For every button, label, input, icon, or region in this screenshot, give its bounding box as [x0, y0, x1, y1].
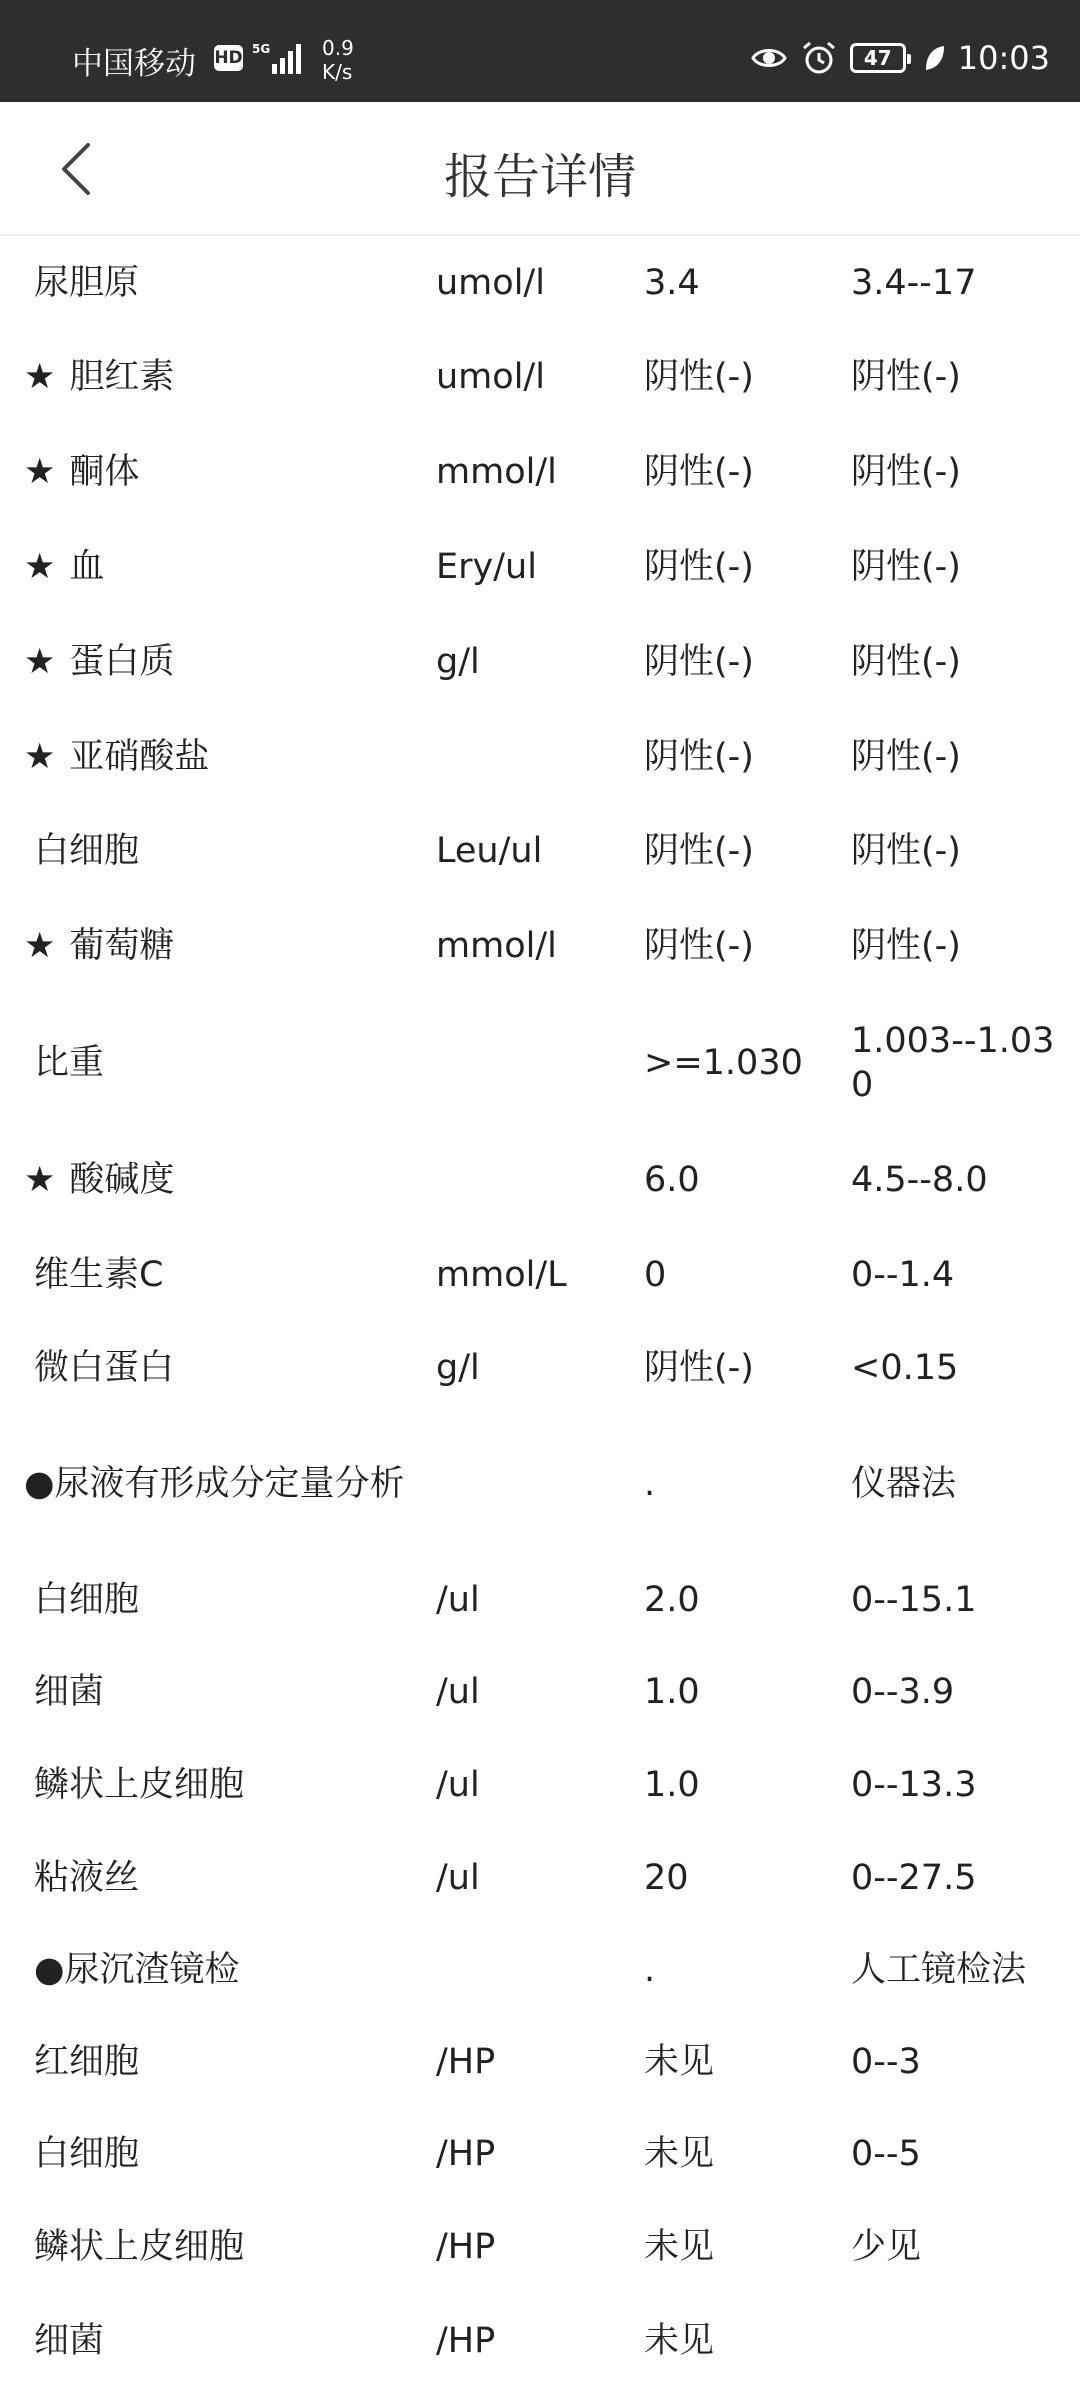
item-unit: /ul: [436, 1672, 480, 1712]
signal-icon: [252, 40, 308, 76]
item-reference: 1.003--1.030: [851, 1021, 1055, 1105]
table-row: [0, 330, 1080, 424]
item-unit: Leu/ul: [436, 831, 543, 871]
item-result: 阴性(-): [644, 547, 754, 587]
item-name: [34, 1554, 434, 1646]
item-name: [34, 1924, 434, 2016]
item-name-text: 白细胞: [34, 2134, 140, 2174]
table-row: [0, 2294, 1080, 2388]
item-reference: 阴性(-): [851, 737, 961, 777]
item-name-text: 葡萄糖: [69, 926, 175, 966]
item-reference: 仪器法: [851, 1464, 957, 1504]
item-reference: 0--5: [851, 2134, 921, 2174]
item-name: [34, 2294, 434, 2388]
item-result: 1.0: [644, 1765, 700, 1805]
item-unit: /ul: [436, 1858, 480, 1898]
network-speed-unit: K/s: [322, 60, 353, 84]
item-name: [34, 2016, 434, 2108]
table-row: [0, 614, 1080, 710]
item-name: [34, 1322, 434, 1414]
item-result: 未见: [644, 2227, 715, 2267]
table-row: [0, 1646, 1080, 1738]
item-result: 1.0: [644, 1672, 700, 1712]
item-unit: /HP: [436, 2321, 496, 2361]
item-reference: 3.4--17: [851, 263, 977, 303]
eye-icon: [750, 39, 788, 77]
hd-icon: HD: [214, 45, 243, 71]
star-icon: ★: [24, 1160, 56, 1200]
item-name-text: 胆红素: [69, 357, 175, 397]
item-unit: /ul: [436, 1765, 480, 1805]
item-name-text: 红细胞: [34, 2042, 140, 2082]
item-name: [34, 804, 434, 898]
battery-icon: 47: [850, 43, 906, 73]
item-name-text: ●尿液有形成分定量分析: [24, 1464, 405, 1504]
item-result: 阴性(-): [644, 831, 754, 871]
item-result: 阴性(-): [644, 926, 754, 966]
table-row: [0, 236, 1080, 330]
item-reference: 阴性(-): [851, 926, 961, 966]
item-unit: /ul: [436, 1580, 480, 1620]
carrier-name: 中国移动: [72, 46, 196, 82]
item-unit: /HP: [436, 2227, 496, 2267]
item-reference: 阴性(-): [851, 547, 961, 587]
item-unit: umol/l: [436, 357, 545, 397]
star-icon: ★: [24, 547, 56, 587]
alarm-icon: [800, 39, 838, 77]
item-unit: [436, 710, 626, 804]
star-icon: ★: [24, 642, 56, 682]
item-name: [24, 1132, 424, 1228]
item-reference: 0--15.1: [851, 1580, 977, 1620]
table-row: [0, 804, 1080, 898]
item-name: [34, 1832, 434, 1924]
item-name-text: 微白蛋白: [34, 1348, 175, 1388]
table-row: [0, 898, 1080, 994]
item-result: 阴性(-): [644, 737, 754, 777]
table-row: [0, 1322, 1080, 1414]
page-title: 报告详情: [443, 149, 636, 205]
item-result: 2.0: [644, 1580, 700, 1620]
star-icon: ★: [24, 926, 56, 966]
item-result: .: [644, 1950, 656, 1990]
item-name-text: 尿胆原: [34, 263, 140, 303]
table-row: [0, 2108, 1080, 2200]
svg-text:5G: 5G: [252, 42, 271, 56]
star-icon: ★: [24, 452, 56, 492]
item-name: [34, 2200, 434, 2294]
item-reference: 阴性(-): [851, 452, 961, 492]
item-result: 0: [644, 1255, 667, 1295]
item-name-text: 细菌: [34, 1672, 105, 1712]
item-reference: <0.15: [851, 1348, 959, 1388]
item-result: 6.0: [644, 1160, 700, 1200]
item-name: [24, 1414, 424, 1554]
item-name: [34, 1646, 434, 1738]
status-right: [750, 36, 1050, 80]
table-row: [0, 994, 1080, 1132]
item-name: [24, 424, 424, 520]
item-name-text: 白细胞: [34, 1580, 140, 1620]
item-result: 阴性(-): [644, 357, 754, 397]
item-name-text: 细菌: [34, 2321, 105, 2361]
item-unit: g/l: [436, 642, 480, 682]
item-name-text: 酸碱度: [69, 1160, 175, 1200]
item-name: [34, 1228, 434, 1322]
item-result: 阴性(-): [644, 642, 754, 682]
item-name-text: 鳞状上皮细胞: [34, 1765, 245, 1805]
item-reference: 0--27.5: [851, 1858, 977, 1898]
item-unit: mmol/L: [436, 1255, 567, 1295]
table-row: [0, 1832, 1080, 1924]
item-name: [24, 330, 424, 424]
table-row: [0, 1228, 1080, 1322]
item-reference: 0--1.4: [851, 1255, 955, 1295]
app-header: [0, 102, 1080, 236]
item-name-text: 粘液丝: [34, 1858, 140, 1898]
item-name-text: 鳞状上皮细胞: [34, 2227, 245, 2267]
item-unit: mmol/l: [436, 452, 557, 492]
item-unit: [436, 994, 626, 1132]
item-reference: 阴性(-): [851, 642, 961, 682]
item-name-text: 维生素C: [34, 1255, 164, 1295]
item-result: >=1.030: [644, 1043, 803, 1083]
item-result: 阴性(-): [644, 452, 754, 492]
clock-time: 10:03: [957, 39, 1050, 77]
item-reference: [851, 2294, 1056, 2388]
item-name: [34, 236, 434, 330]
item-name-text: 白细胞: [34, 831, 140, 871]
star-icon: ★: [24, 737, 56, 777]
item-result: 3.4: [644, 263, 700, 303]
item-reference: 0--3.9: [851, 1672, 955, 1712]
item-result: 未见: [644, 2134, 715, 2174]
network-speed-value: 0.9: [322, 36, 354, 60]
table-row: [0, 1924, 1080, 2016]
table-row: [0, 2016, 1080, 2108]
item-name: [24, 520, 424, 614]
leaf-icon: [922, 44, 946, 72]
item-unit: umol/l: [436, 263, 545, 303]
network-speed: [322, 36, 354, 84]
item-name-text: 亚硝酸盐: [69, 737, 210, 777]
item-name: [24, 898, 424, 994]
table-row: [0, 424, 1080, 520]
item-name: [34, 994, 434, 1132]
item-result: 未见: [644, 2042, 715, 2082]
item-name: [24, 614, 424, 710]
table-row: [0, 1554, 1080, 1646]
item-reference: 阴性(-): [851, 831, 961, 871]
item-reference: 4.5--8.0: [851, 1160, 988, 1200]
item-unit: g/l: [436, 1348, 480, 1388]
item-name-text: 酮体: [69, 452, 140, 492]
item-reference: 少见: [851, 2227, 922, 2267]
item-name: [34, 2108, 434, 2200]
item-reference: 0--3: [851, 2042, 921, 2082]
table-row: [0, 2200, 1080, 2294]
item-unit: [436, 1132, 626, 1228]
item-name-text: 血: [69, 547, 105, 587]
item-unit: /HP: [436, 2134, 496, 2174]
item-unit: [436, 1414, 626, 1554]
item-reference: 人工镜检法: [851, 1950, 1027, 1990]
item-unit: [436, 1924, 626, 2016]
table-row: [0, 710, 1080, 804]
item-result: 20: [644, 1858, 689, 1898]
item-name-text: 比重: [34, 1043, 105, 1083]
item-name-text: ●尿沉渣镜检: [34, 1950, 240, 1990]
item-result: 未见: [644, 2321, 715, 2361]
table-row: [0, 1132, 1080, 1228]
item-result: .: [644, 1464, 656, 1504]
item-reference: 0--13.3: [851, 1765, 977, 1805]
star-icon: ★: [24, 357, 56, 397]
item-result: 阴性(-): [644, 1348, 754, 1388]
table-row: [0, 1738, 1080, 1832]
item-reference: 阴性(-): [851, 357, 961, 397]
report-table: [0, 236, 1080, 2361]
item-name-text: 蛋白质: [69, 642, 175, 682]
item-unit: /HP: [436, 2042, 496, 2082]
table-row: [0, 1414, 1080, 1554]
item-name: [24, 710, 424, 804]
status-bar: [0, 0, 1080, 102]
item-name: [34, 1738, 434, 1832]
item-unit: mmol/l: [436, 926, 557, 966]
item-unit: Ery/ul: [436, 547, 537, 587]
table-row: [0, 520, 1080, 614]
